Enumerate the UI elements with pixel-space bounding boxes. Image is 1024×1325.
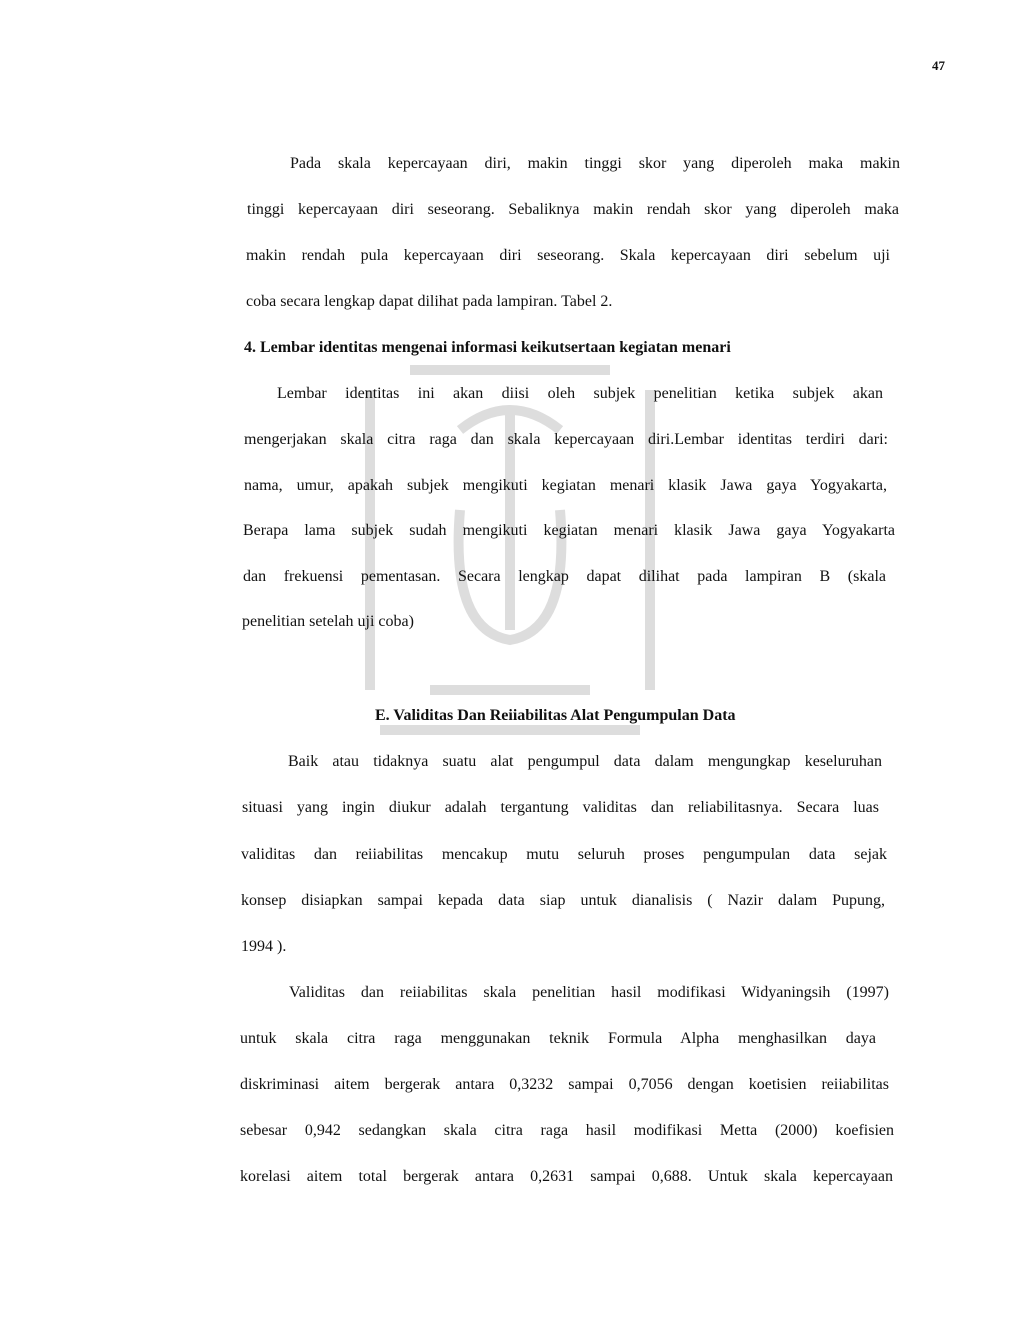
- paragraph-line: dan frekuensi pementasan. Secara lengkap dapat dilihat pada lampiran B (skala: [243, 568, 886, 585]
- paragraph-line: korelasi aitem total bergerak antara 0,2631 sampai 0,688. Untuk skala kepercayaan: [240, 1168, 893, 1185]
- paragraph-line: 1994 ).: [241, 938, 287, 955]
- paragraph-line: makin rendah pula kepercayaan diri seseorang. Skala kepercayaan diri sebelum uji: [246, 247, 890, 264]
- paragraph-line: penelitian setelah uji coba): [242, 613, 414, 630]
- section-heading: E. Validitas Dan Reiiabilitas Alat Pengumpulan Data: [375, 707, 736, 724]
- paragraph-line: validitas dan reiiabilitas mencakup mutu seluruh proses pengumpulan data sejak: [241, 846, 887, 863]
- paragraph-line: Baik atau tidaknya suatu alat pengumpul data dalam mengungkap keseluruhan: [288, 753, 882, 770]
- paragraph-line: Validitas dan reiiabilitas skala penelitian hasil modifikasi Widyaningsih (1997): [289, 984, 889, 1001]
- paragraph-line: coba secara lengkap dapat dilihat pada lampiran. Tabel 2.: [246, 293, 613, 310]
- paragraph-line: situasi yang ingin diukur adalah tergantung validitas dan reliabilitasnya. Secara luas: [242, 799, 879, 816]
- paragraph-line: Pada skala kepercayaan diri, makin tinggi skor yang diperoleh maka makin: [290, 155, 900, 172]
- paragraph-line: sebesar 0,942 sedangkan skala citra raga hasil modifikasi Metta (2000) koefisien: [240, 1122, 894, 1139]
- paragraph-line: konsep disiapkan sampai kepada data siap untuk dianalisis ( Nazir dalam Pupung,: [241, 892, 885, 909]
- paragraph-line: untuk skala citra raga menggunakan teknik Formula Alpha menghasilkan daya: [240, 1030, 876, 1047]
- page-number: 47: [932, 58, 945, 73]
- paragraph-line: nama, umur, apakah subjek mengikuti kegiatan menari klasik Jawa gaya Yogyakarta,: [244, 477, 887, 494]
- paragraph-line: Berapa lama subjek sudah mengikuti kegiatan menari klasik Jawa gaya Yogyakarta: [243, 522, 895, 539]
- section-heading: 4. Lembar identitas mengenai informasi keikutsertaan kegiatan menari: [244, 339, 731, 356]
- paragraph-line: diskriminasi aitem bergerak antara 0,3232 sampai 0,7056 dengan koetisien reiiabilitas: [240, 1076, 889, 1093]
- paragraph-line: tinggi kepercayaan diri seseorang. Sebaliknya makin rendah skor yang diperoleh maka: [247, 201, 899, 218]
- paragraph-line: mengerjakan skala citra raga dan skala kepercayaan diri.Lembar identitas terdiri dari:: [244, 431, 888, 448]
- paragraph-line: Lembar identitas ini akan diisi oleh subjek penelitian ketika subjek akan: [277, 385, 883, 402]
